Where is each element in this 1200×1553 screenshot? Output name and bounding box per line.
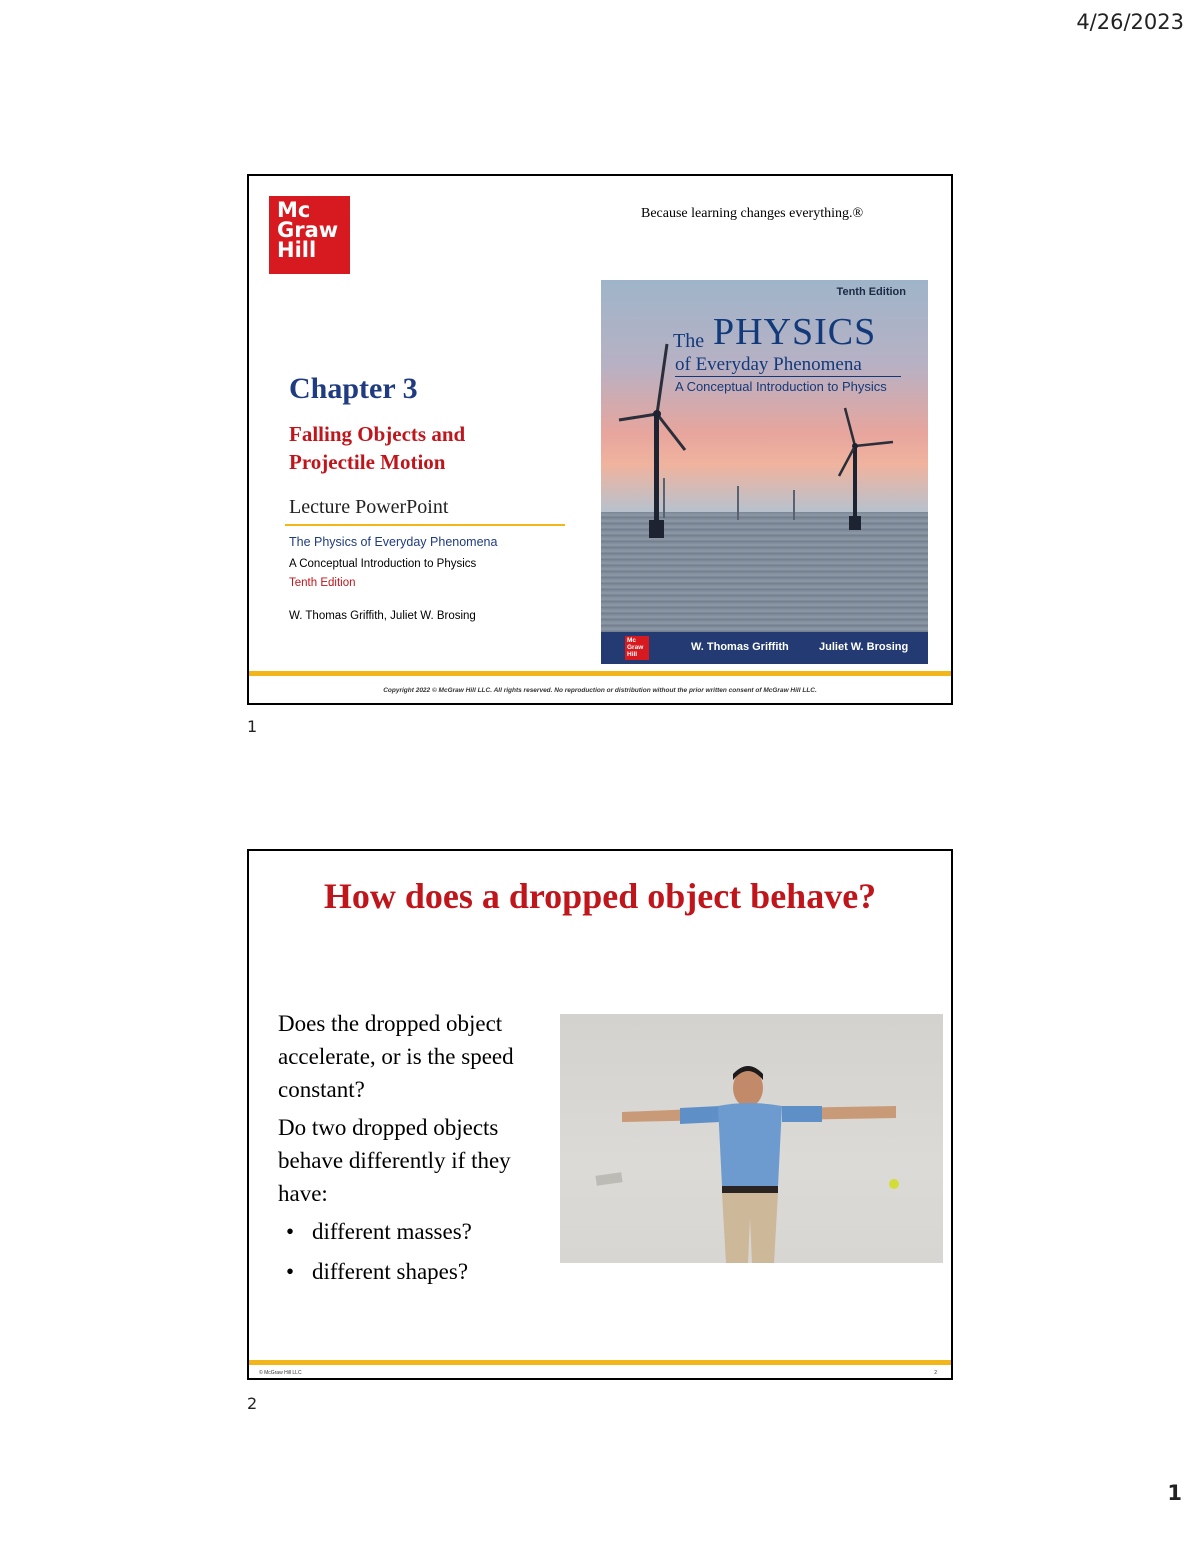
cover-mcgraw-hill-logo: Mc Graw Hill (625, 636, 649, 660)
page-number: 1 (1167, 1481, 1182, 1505)
footer-slide-number: 2 (934, 1370, 937, 1376)
list-item: • different masses? (286, 1219, 472, 1244)
question-2: Do two dropped objects behave differently if they have: (278, 1115, 511, 1206)
mcgraw-hill-logo: Mc Graw Hill (269, 196, 350, 274)
book-edition: Tenth Edition (289, 577, 356, 589)
bullet-list (286, 1215, 558, 1288)
slide-1 (247, 174, 953, 705)
slide-number-2: 2 (247, 1394, 258, 1413)
slide-footer-bar (249, 1360, 951, 1365)
list-item: • different shapes? (286, 1259, 469, 1284)
cover-tagline: A Conceptual Introduction to Physics (675, 379, 887, 394)
chapter-heading: Chapter 3 (289, 372, 418, 405)
cover-author: Juliet W. Brosing (819, 641, 909, 653)
book-cover (601, 280, 928, 664)
dropping-objects-photo (560, 1014, 943, 1263)
book-subtitle: A Conceptual Introduction to Physics (289, 558, 477, 570)
chapter-subtitle: Falling Objects and Projectile Motion (289, 422, 466, 474)
cover-divider (675, 376, 901, 377)
slide-2 (247, 849, 953, 1380)
slide-title: How does a dropped object behave? (323, 876, 877, 916)
footer-copyright: © McGraw Hill LLC (259, 1370, 302, 1376)
divider (285, 524, 565, 526)
slide-number-1: 1 (247, 717, 258, 736)
book-authors: W. Thomas Griffith, Juliet W. Brosing (289, 610, 476, 622)
slide-body (278, 1007, 558, 1295)
cover-edition: Tenth Edition (836, 286, 906, 298)
question-1: Does the dropped object accelerate, or is the speed constant? (278, 1011, 514, 1102)
cover-title-article: The (673, 330, 705, 352)
cover-subtitle: of Everyday Phenomena (675, 354, 862, 375)
cover-author-band (601, 632, 928, 664)
lecture-label: Lecture PowerPoint (289, 496, 449, 518)
cover-title: PHYSICS (713, 311, 877, 353)
book-title: The Physics of Everyday Phenomena (289, 535, 498, 549)
copyright-notice: Copyright 2022 © McGraw Hill LLC. All rights reserved. No reproduction or distribution without the prior written consent of McGraw Hill LLC. (383, 687, 817, 694)
slide-footer-bar (249, 671, 951, 676)
cover-author: W. Thomas Griffith (691, 641, 789, 653)
man-dropping-objects-illustration (560, 1014, 943, 1263)
page-date: 4/26/2023 (1076, 10, 1184, 34)
tagline: Because learning changes everything.® (641, 206, 864, 221)
